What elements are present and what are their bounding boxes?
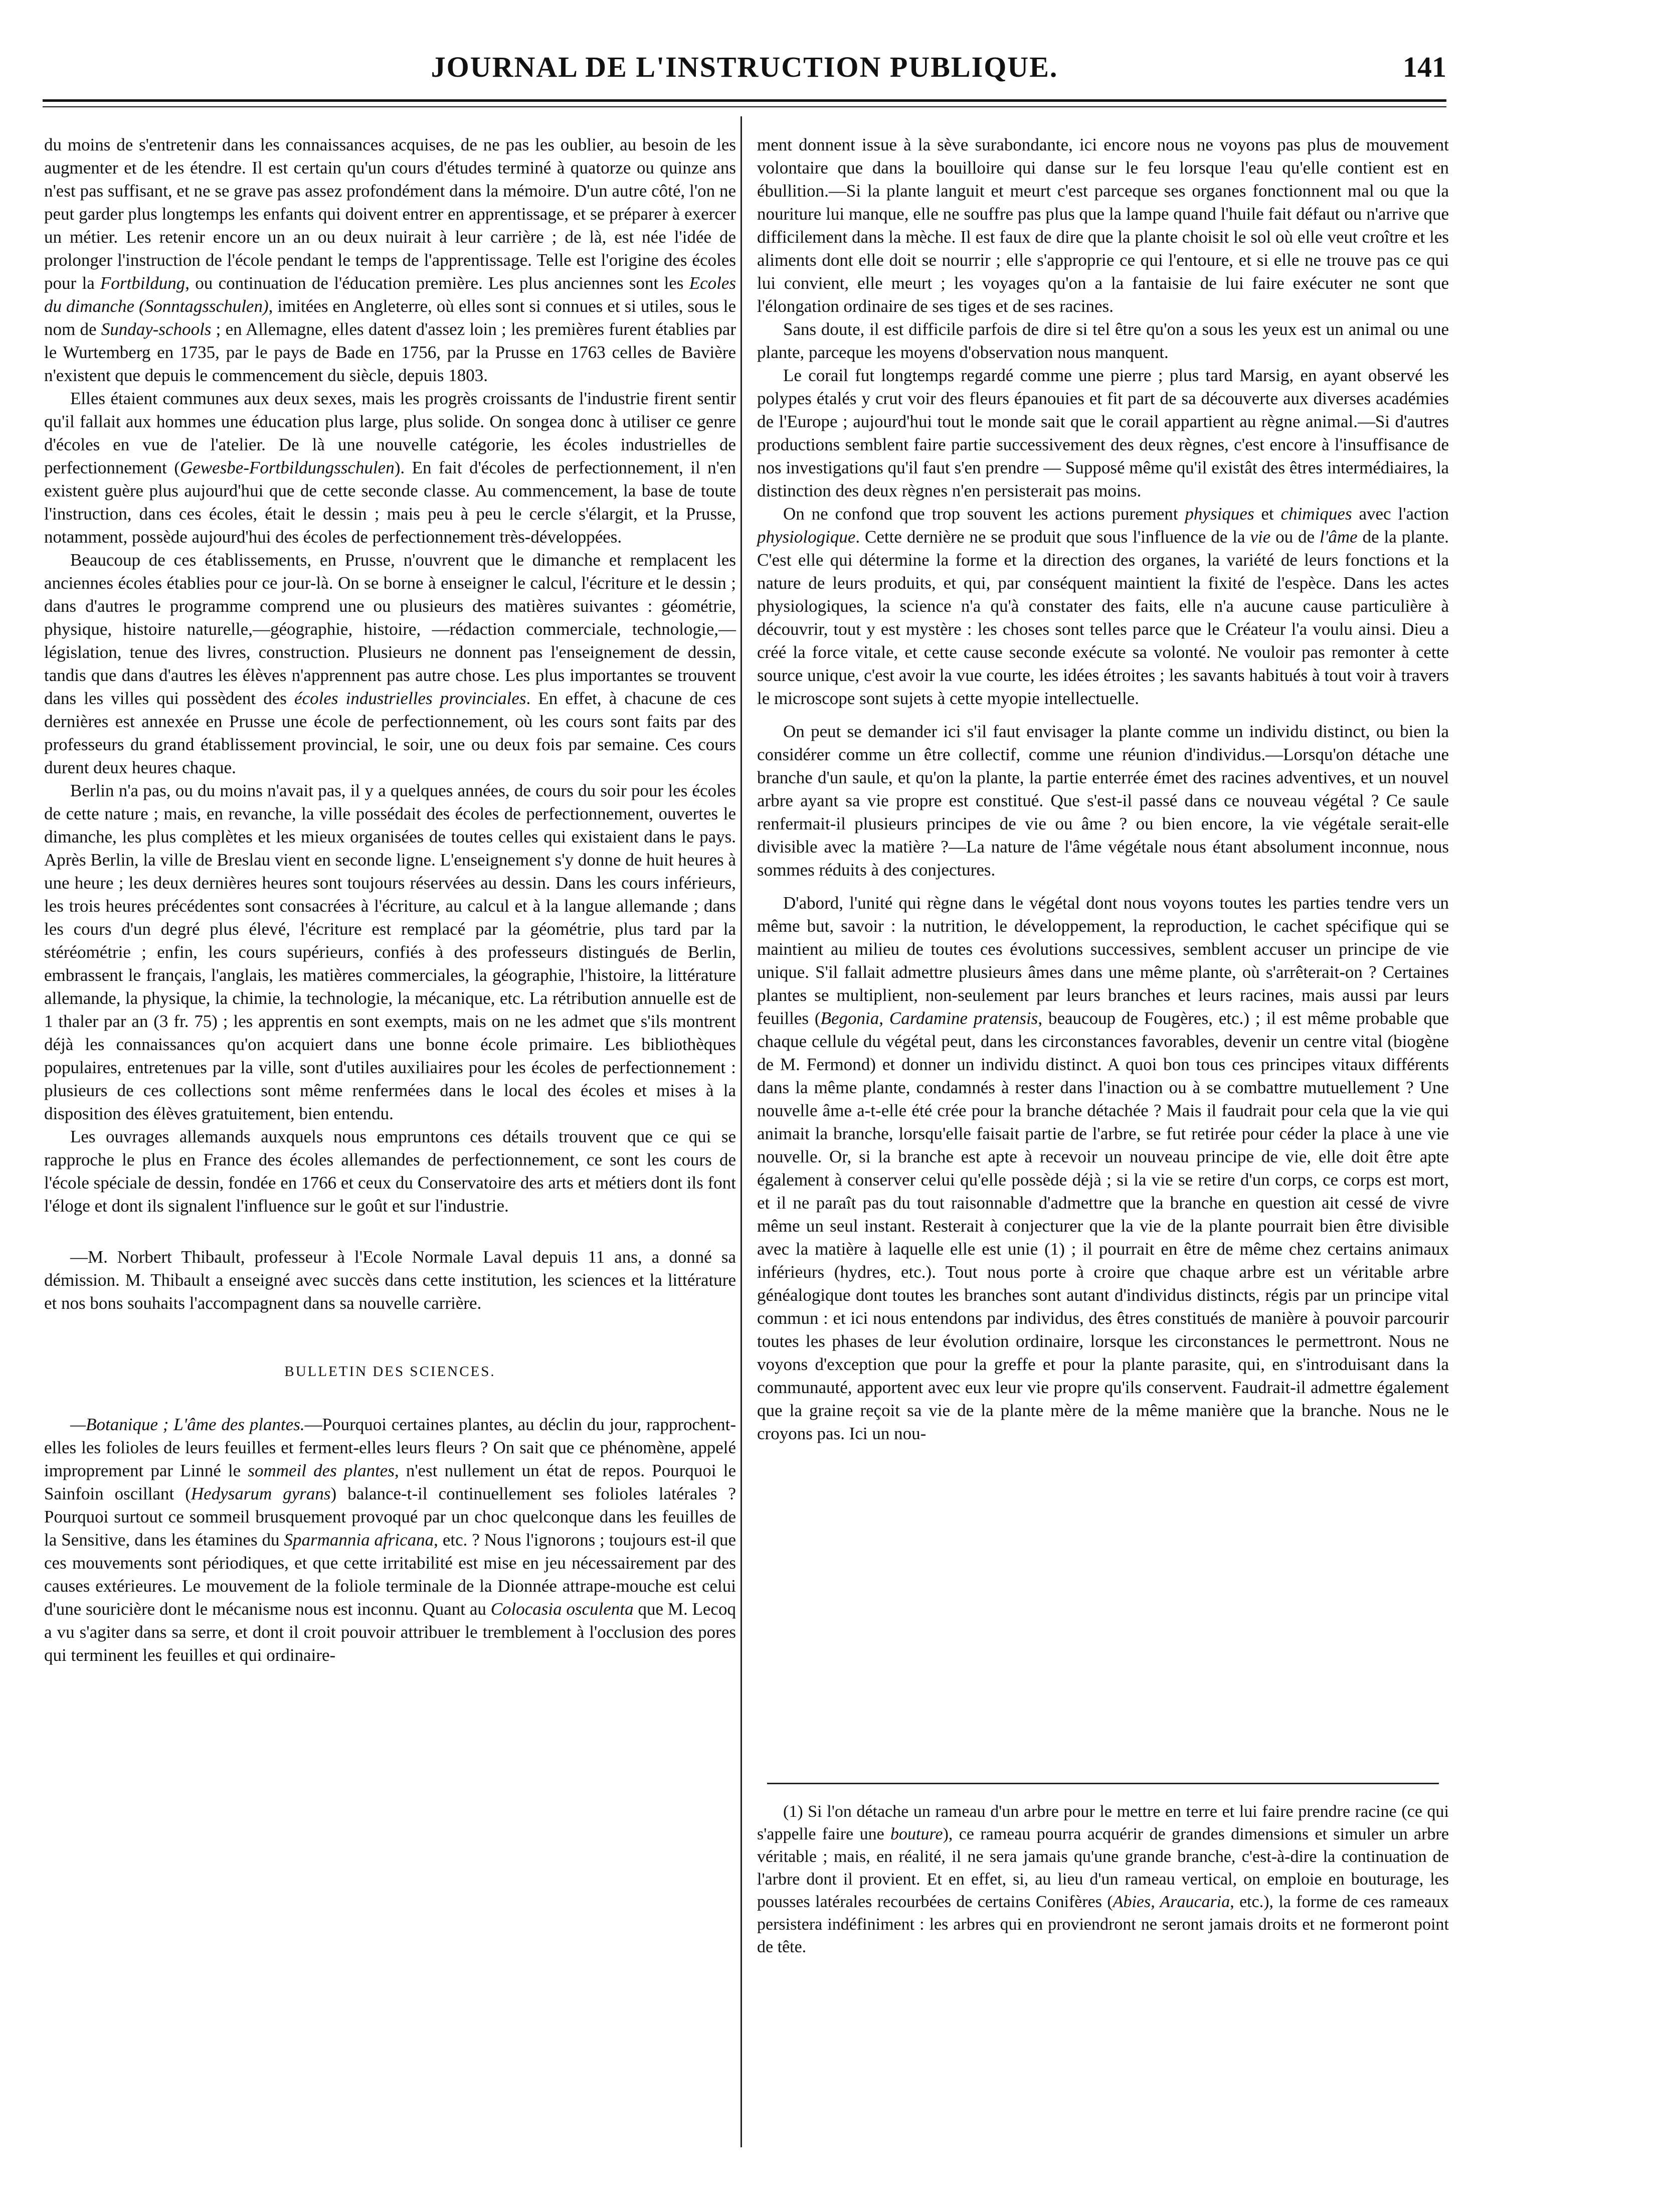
footnote — [757, 1800, 1449, 1958]
news-item: —M. Norbert Thibault, professeur à l'Ecole Normale Laval depuis 11 ans, a donné sa démission. M. Thibault a enseigné avec succès dans cette institution, les sciences et la littérature et nos bons souhaits l'accompagnent dans sa nouvelle carrière. — [44, 1247, 736, 1313]
column-divider — [740, 116, 742, 2147]
section-heading: BULLETIN DES SCIENCES. — [284, 1364, 496, 1380]
page-header — [43, 50, 1446, 100]
page-number: 141 — [1403, 51, 1446, 83]
left-column — [44, 133, 736, 1667]
right-column — [757, 133, 1449, 1445]
footnote-text: (1) Si l'on détache un rameau d'un arbre pour le mettre en terre et lui faire prendre racine (ce qui s'appelle faire une bouture), ce rameau pourra acquérir de grandes dimensions et simuler un arbre véritable ; mais, en réalité, il ne sera jamais qu'une grande branche, c'est-à-dire la continuation de l'arbre dont il provient. Et en effet, si, au lieu d'un rameau vertical, on emploie en bouturage, les pousses latérales recourbées de certains Conifères (Abies, Araucaria, etc.), la forme de ces rameaux persistera indéfiniment : les arbres qui en proviendront ne seront jamais droits et ne formeront point de tête. — [757, 1802, 1449, 1956]
paragraph: du moins de s'entretenir dans les connaissances acquises, de ne pas les oublier, au besoin de les augmenter et de les étendre. Il est certain qu'un cours d'études terminé à quatorze ou quinze ans n'est pas suffisant, et ne se grave pas assez profondément dans la mémoire. D'un autre côté, l'on ne peut garder plus longtemps les enfants qui doivent entrer en apprentissage, et se préparer à exercer un métier. Les retenir encore un an ou deux nuirait à leur carrière ; de là, est née l'idée de prolonger l'instruction de l'école pendant le temps de l'apprentissage. Telle est l'origine des écoles pour la Fortbildung, ou continuation de l'éducation première. Les plus anciennes sont les Ecoles du dimanche (Sonntagsschulen), imitées en Angleterre, où elles sont si connues et si utiles, sous le nom de Sunday-schools ; en Allemagne, elles datent d'assez loin ; les premières furent établies par le Wurtemberg en 1735, par le pays de Bade en 1756, par la Prusse en 1763 celles de Bavière n'existent que depuis le commencement du siècle, depuis 1803. — [44, 135, 736, 385]
paragraph: Le corail fut longtemps regardé comme une pierre ; plus tard Marsig, en ayant observé les polypes étalés y crut voir des fleurs épanouies et fit part de sa découverte aux diverses académies de l'Europe ; aujourd'hui tout le monde sait que le corail appartient au règne animal.—Si d'autres productions semblent faire partie successivement des deux règnes, c'est encore à l'insuffisance de nos investigations qu'il faut s'en prendre — Supposé même qu'il existât des êtres intermédiaires, la distinction des deux règnes n'en persisterait pas moins. — [757, 366, 1449, 500]
journal-title: JOURNAL DE L'INSTRUCTION PUBLIQUE. — [431, 51, 1058, 83]
paragraph: Sans doute, il est difficile parfois de dire si tel être qu'on a sous les yeux est un animal ou une plante, parceque les moyens d'observation nous manquent. — [757, 319, 1449, 362]
header-rule-thin — [43, 106, 1446, 107]
header-rule-thick — [43, 99, 1446, 102]
footnote-rule — [767, 1783, 1439, 1784]
paragraph: On peut se demander ici s'il faut envisager la plante comme un individu distinct, ou bien la considérer comme un être collectif, comme une réunion d'individus.—Lorsqu'on détache une branche d'un saule, et qu'on la plante, la partie enterrée émet des racines adventives, et un nouvel arbre ayant sa vie propre est constitué. Que s'est-il passé dans ce nouveau végétal ? Ce saule renfermait-il plusieurs principes de vie ou âme ? ou bien encore, la vie végétale serait-elle divisible avec la matière ?—La nature de l'âme végétale nous étant absolument inconnue, nous sommes réduits à des conjectures. — [757, 722, 1449, 880]
paragraph: Elles étaient communes aux deux sexes, mais les progrès croissants de l'industrie firent sentir qu'il fallait aux hommes une éducation plus large, plus solide. On songea donc à utiliser ce genre d'écoles en vue de l'atelier. De là une nouvelle catégorie, les écoles industrielles de perfectionnement (Gewesbe-Fortbildungsschulen). En fait d'écoles de perfectionnement, il n'en existent guère plus aujourd'hui que de cette seconde classe. Au commencement, la base de toute l'instruction, dans ces écoles, était le dessin ; mais peu à peu le cercle s'élargit, et la Prusse, notamment, possède aujourd'hui des écoles de perfectionnement très-développées. — [44, 389, 736, 547]
paragraph: Berlin n'a pas, ou du moins n'avait pas, il y a quelques années, de cours du soir pour les écoles de cette nature ; mais, en revanche, la ville possédait des écoles de perfectionnement, ouvertes le dimanche, les plus complètes et les mieux organisées de toutes celles qui existaient dans le pays. Après Berlin, la ville de Breslau vient en seconde ligne. L'enseignement s'y donne de huit heures à une heure ; les deux dernières heures sont toujours réservées au dessin. Dans les cours inférieurs, les trois heures précédentes sont consacrées à l'écriture, au calcul et à la langue allemande ; dans les cours d'un degré plus élevé, l'écriture est remplacé par la géométrie, plus tard par la stéréométrie ; enfin, les cours supérieurs, confiés à des professeurs distingués de Berlin, embrassent le français, l'anglais, les matières commerciales, la géographie, l'histoire, la littérature allemande, la physique, la chimie, la technologie, la mécanique, etc. La rétribution annuelle est de 1 thaler par an (3 fr. 75) ; les apprentis en sont exempts, mais on ne les admet que s'ils montrent déjà les connaissances qu'on acquiert dans une bonne école primaire. Les bibliothèques populaires, entretenues par la ville, sont d'utiles auxiliaires pour les écoles de perfectionnement : plusieurs de ces collections sont même renfermées dans le local des écoles et mises à la disposition des élèves gratuitement, bien entendu. — [44, 781, 736, 1123]
paragraph: On ne confond que trop souvent les actions purement physiques et chimiques avec l'action physiologique. Cette dernière ne se produit que sous l'influence de la vie ou de l'âme de la plante. C'est elle qui détermine la forme et la direction des organes, la variété de leurs fonctions et la nature de leurs produits, et qui, par conséquent maintient la fixité de l'espèce. Dans les actes physiologiques, la science n'a qu'à constater des faits, elle n'a aucune cause particulière à découvrir, tout y est mystère : les choses sont telles parce que le Créateur l'a voulu ainsi. Dieu a créé la force vitale, et cette cause seconde exécute sa volonté. Ne vouloir pas remonter à cette source unique, c'est avoir la vue courte, les idées étroites ; les savants habitués à tout voir à travers le microscope sont sujets à cette myopie intellectuelle. — [757, 504, 1449, 708]
paragraph: —Botanique ; L'âme des plantes.—Pourquoi certaines plantes, au déclin du jour, rapprochent-elles les folioles de leurs feuilles et ferment-elles leurs fleurs ? On sait que ce phénomène, appelé improprement par Linné le sommeil des plantes, n'est nullement un état de repos. Pourquoi le Sainfoin oscillant (Hedysarum gyrans) balance-t-il continuellement ses folioles latérales ? Pourquoi surtout ce sommeil brusquement provoqué par un choc quelconque dans les feuilles de la Sensitive, dans les étamines du Sparmannia africana, etc. ? Nous l'ignorons ; toujours est-il que ces mouvements sont périodiques, et que cette irritabilité est mise en jeu nécessairement par des causes extérieures. Le mouvement de la foliole terminale de la Dionnée attrape-mouche est celui d'une souricière dont le mécanisme nous est inconnu. Quant au Colocasia osculenta que M. Lecoq a vu s'agiter dans sa serre, et dont il croit pouvoir attribuer le tremblement à l'occlusion des pores qui terminent les feuilles et qui ordinaire- — [44, 1415, 736, 1665]
paragraph: Les ouvrages allemands auxquels nous empruntons ces détails trouvent que ce qui se rapproche le plus en France des écoles allemandes de perfectionnement, ce sont les cours de l'école spéciale de dessin, fondée en 1766 et ceux du Conservatoire des arts et métiers dont ils font l'éloge et dont ils signalent l'influence sur le goût et sur l'industrie. — [44, 1127, 736, 1216]
paragraph: D'abord, l'unité qui règne dans le végétal dont nous voyons toutes les parties tendre vers un même but, savoir : la nutrition, le développement, la reproduction, le cachet spécifique qui se maintient au milieu de toutes ces évolutions successives, semblent accuser un principe de vie unique. S'il fallait admettre plusieurs âmes dans une même plante, où s'arrêterait-on ? Certaines plantes se multiplient, non-seulement par leurs branches et leurs racines, mais aussi par leurs feuilles (Begonia, Cardamine pratensis, beaucoup de Fougères, etc.) ; il est même probable que chaque cellule du végétal peut, dans les circonstances favorables, devenir un centre vital (biogène de M. Fermond) et donner un individu distinct. A quoi bon tous ces principes vitaux différents dans la même plante, condamnés à rester dans l'inaction ou à se combattre mutuellement ? Une nouvelle âme a-t-elle été crée pour la branche détachée ? Mais il faudrait pour cela que la vie qui animait la branche, lorsqu'elle faisait partie de l'arbre, se fut retirée pour céder la place à une vie nouvelle. Or, si la branche est apte à recevoir un nouveau principe de vie, elle doit être apte également à conserver celui qu'elle possède déjà ; si la vie se retire d'un corps, ce corps est mort, et il ne paraît pas du tout raisonnable d'admettre que la branche en question ait cessé de vivre même un seul instant. Resterait à conjecturer que la vie de la plante pourrait bien être divisible avec la matière à laquelle elle est unie (1) ; il pourrait en être de même chez certains animaux inférieurs (hydres, etc.). Tout nous porte à croire que chaque arbre est un véritable arbre généalogique dont toutes les branches sont autant d'individus distincts, régis par un principe vital commun : et ici nous entendons par individus, des êtres constitués de manière à pouvoir parcourir toutes les phases de leur évolution ordinaire, lorsque les circonstances le permettront. Nous ne voyons d'exception que pour la greffe et pour la plante parasite, qui, en s'introduisant dans la communauté, apportent avec eux leur vie propre qu'ils conservent. Faudrait-il admettre également que la graine reçoit sa vie de la plante mère de la même manière que la branche. Nous ne le croyons pas. Ici un nou- — [757, 893, 1449, 1443]
paragraph: Beaucoup de ces établissements, en Prusse, n'ouvrent que le dimanche et remplacent les anciennes écoles établies pour ce jour-là. On se borne à enseigner le calcul, l'écriture et le dessin ; dans d'autres le programme comprend une ou plusieurs des matières suivantes : géométrie, physique, histoire naturelle,—géographie, histoire, —rédaction commerciale, technologie,—législation, tenue des livres, construction. Plusieurs ne donnent pas l'enseignement de dessin, tandis que dans d'autres les élèves n'apprennent pas autre chose. Les plus importantes se trouvent dans les villes qui possèdent des écoles industrielles provinciales. En effet, à chacune de ces dernières est annexée en Prusse une école de perfectionnement, où les cours sont faits par des professeurs du grand établissement provincial, le soir, une ou deux fois par semaine. Ces cours durent deux heures chaque. — [44, 550, 736, 777]
paragraph: ment donnent issue à la sève surabondante, ici encore nous ne voyons pas plus de mouvement volontaire que dans la bouilloire qui danse sur le feu lorsque l'eau qu'elle contient est en ébullition.—Si la plante languit et meurt c'est parceque ses organes fonctionnent mal ou que la nouriture lui manque, elle ne souffre pas plus que la lampe quand l'huile fait défaut ou n'arrive que difficilement dans la mèche. Il est faux de dire que la plante choisit le sol où elle veut croître et les aliments dont elle doit se nourrir ; elle s'approprie ce qui l'entoure, et si elle ne trouve pas ce qui lui convient, elle meurt ; les voyages qu'on a la fantaisie de lui faire exécuter ne sont que l'élongation ordinaire de ses tiges et de ses racines. — [757, 135, 1449, 316]
